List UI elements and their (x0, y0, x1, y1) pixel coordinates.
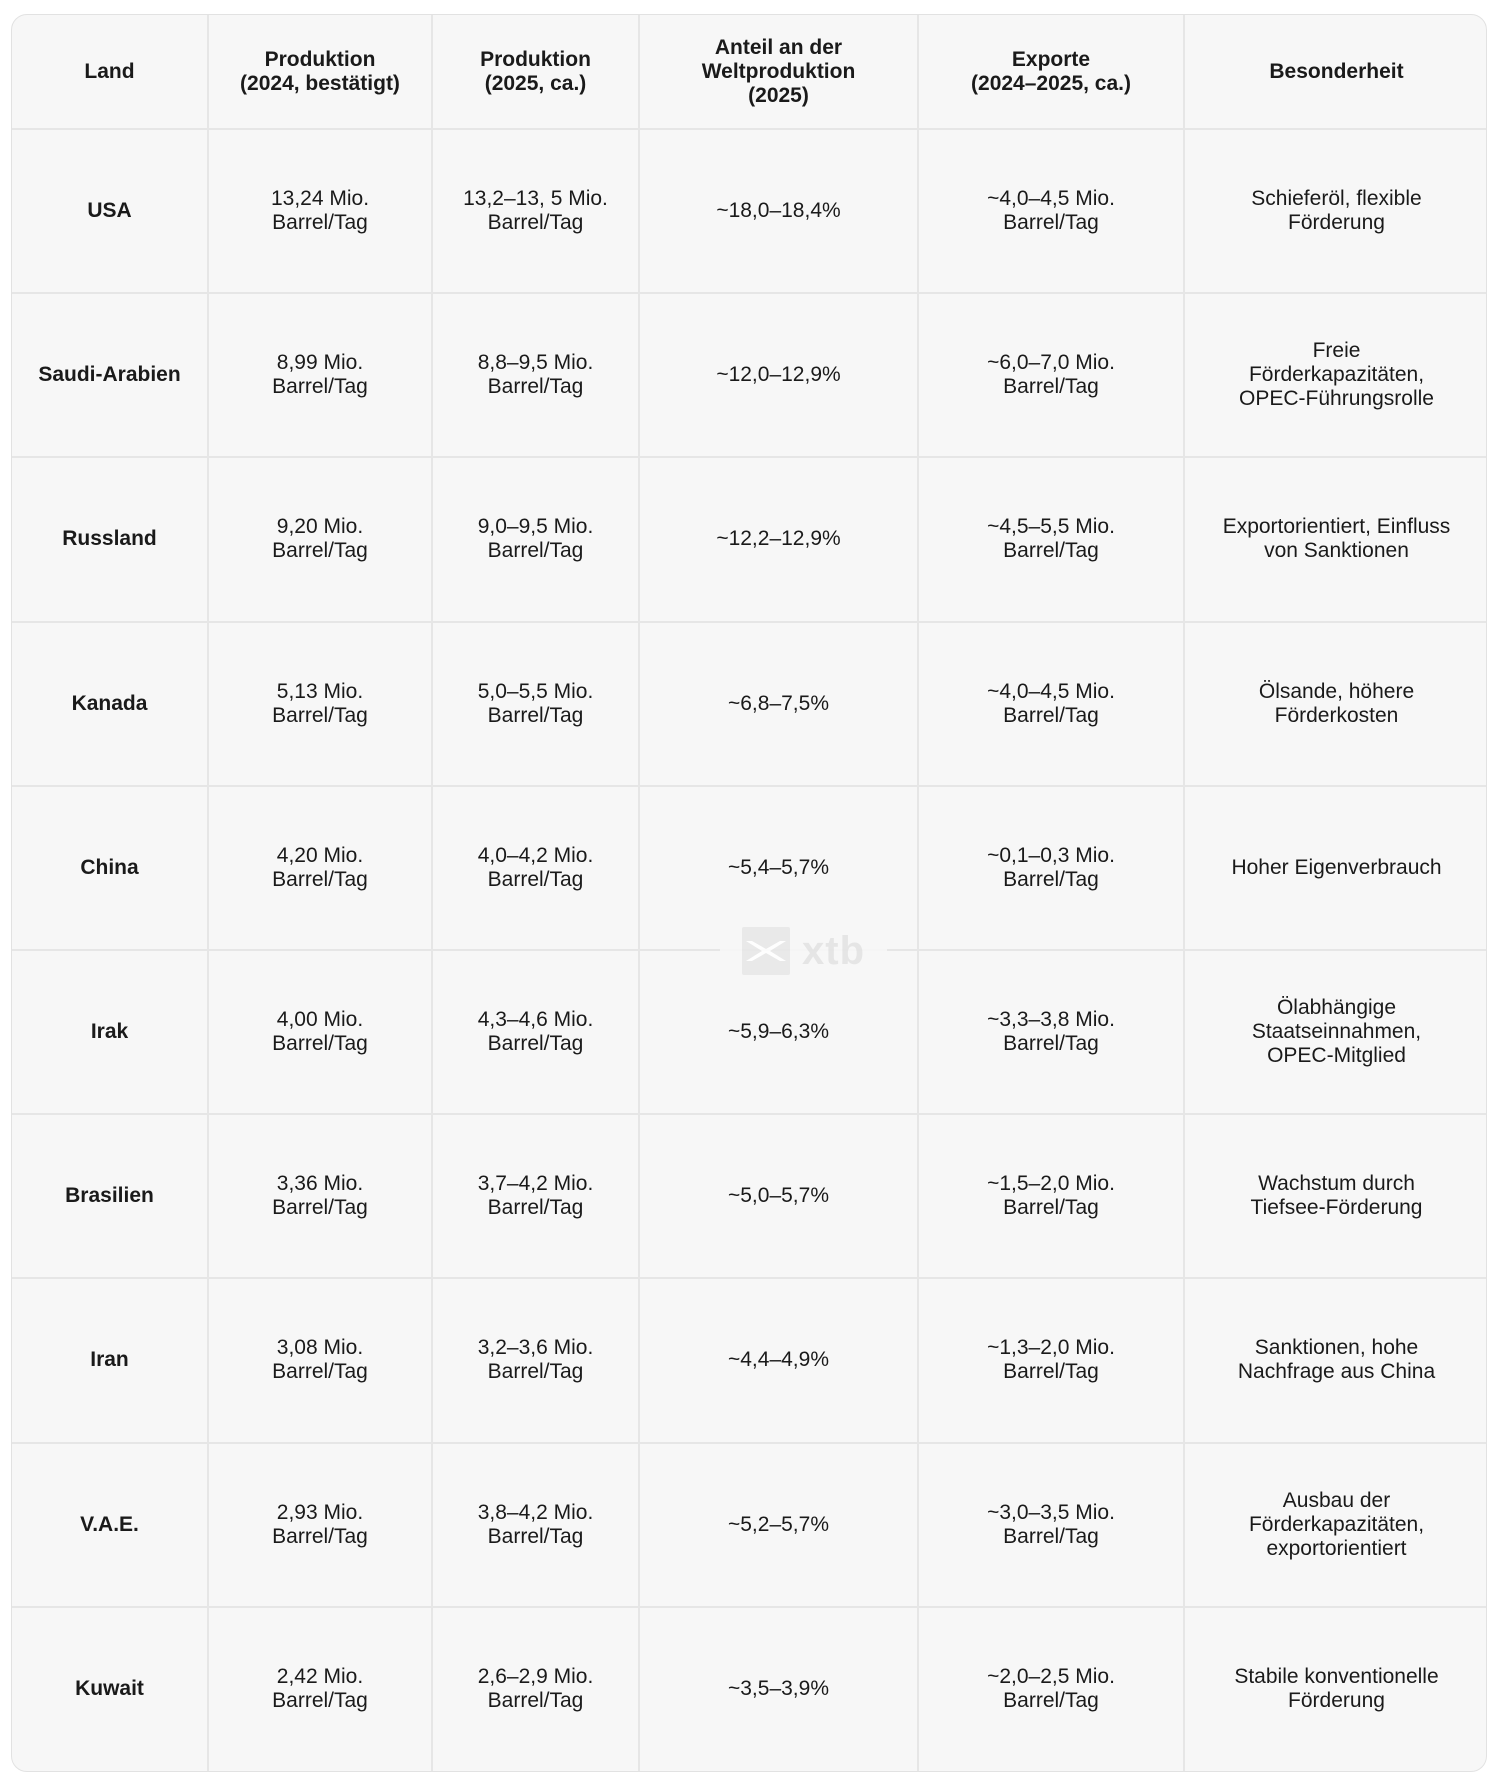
header-land: Land (12, 15, 208, 129)
table-row (12, 129, 1487, 293)
cell-exporte: ~1,3–2,0 Mio. Barrel/Tag (918, 1278, 1184, 1442)
cell-besonderheit: Wachstum durch Tiefsee-Förderung (1184, 1114, 1487, 1278)
cell-exporte: ~3,3–3,8 Mio. Barrel/Tag (918, 950, 1184, 1114)
cell-country: USA (12, 129, 208, 293)
header-produktion-2024: Produktion (2024, bestätigt) (208, 15, 432, 129)
cell-anteil: ~5,2–5,7% (639, 1443, 918, 1607)
cell-exporte: ~3,0–3,5 Mio. Barrel/Tag (918, 1443, 1184, 1607)
cell-besonderheit: Ölabhängige Staatseinnahmen, OPEC-Mitglied (1184, 950, 1487, 1114)
cell-anteil: ~12,2–12,9% (639, 457, 918, 621)
cell-country: Brasilien (12, 1114, 208, 1278)
cell-produktion-2025: 3,8–4,2 Mio. Barrel/Tag (432, 1443, 639, 1607)
cell-besonderheit: Exportorientiert, Einfluss von Sanktionen (1184, 457, 1487, 621)
cell-exporte: ~1,5–2,0 Mio. Barrel/Tag (918, 1114, 1184, 1278)
cell-produktion-2024: 5,13 Mio. Barrel/Tag (208, 622, 432, 786)
cell-country: Iran (12, 1278, 208, 1442)
cell-produktion-2024: 2,42 Mio. Barrel/Tag (208, 1607, 432, 1771)
cell-produktion-2024: 4,00 Mio. Barrel/Tag (208, 950, 432, 1114)
cell-produktion-2024: 3,36 Mio. Barrel/Tag (208, 1114, 432, 1278)
cell-produktion-2025: 2,6–2,9 Mio. Barrel/Tag (432, 1607, 639, 1771)
cell-exporte: ~2,0–2,5 Mio. Barrel/Tag (918, 1607, 1184, 1771)
cell-produktion-2024: 2,93 Mio. Barrel/Tag (208, 1443, 432, 1607)
header-anteil-weltproduktion: Anteil an der Weltproduktion (2025) (639, 15, 918, 129)
cell-anteil: ~4,4–4,9% (639, 1278, 918, 1442)
cell-country: Saudi-Arabien (12, 293, 208, 457)
cell-produktion-2025: 3,7–4,2 Mio. Barrel/Tag (432, 1114, 639, 1278)
cell-produktion-2025: 5,0–5,5 Mio. Barrel/Tag (432, 622, 639, 786)
cell-produktion-2025: 3,2–3,6 Mio. Barrel/Tag (432, 1278, 639, 1442)
cell-anteil: ~18,0–18,4% (639, 129, 918, 293)
cell-exporte: ~4,5–5,5 Mio. Barrel/Tag (918, 457, 1184, 621)
cell-exporte: ~6,0–7,0 Mio. Barrel/Tag (918, 293, 1184, 457)
cell-besonderheit: Ölsande, höhere Förderkosten (1184, 622, 1487, 786)
oil-production-table (12, 15, 1487, 1771)
cell-produktion-2025: 8,8–9,5 Mio. Barrel/Tag (432, 293, 639, 457)
cell-produktion-2025: 9,0–9,5 Mio. Barrel/Tag (432, 457, 639, 621)
table-row (12, 622, 1487, 786)
xtb-watermark (720, 925, 887, 977)
table-row (12, 1114, 1487, 1278)
cell-produktion-2024: 3,08 Mio. Barrel/Tag (208, 1278, 432, 1442)
table-row (12, 457, 1487, 621)
cell-country: China (12, 786, 208, 950)
xtb-logo-icon (742, 927, 790, 975)
cell-besonderheit: Ausbau der Förderkapazitäten, exportorientiert (1184, 1443, 1487, 1607)
cell-produktion-2024: 4,20 Mio. Barrel/Tag (208, 786, 432, 950)
header-exporte: Exporte (2024–2025, ca.) (918, 15, 1184, 129)
cell-produktion-2025: 13,2–13, 5 Mio. Barrel/Tag (432, 129, 639, 293)
table-row (12, 1278, 1487, 1442)
cell-produktion-2024: 9,20 Mio. Barrel/Tag (208, 457, 432, 621)
header-produktion-2025: Produktion (2025, ca.) (432, 15, 639, 129)
cell-anteil: ~12,0–12,9% (639, 293, 918, 457)
cell-country: Russland (12, 457, 208, 621)
cell-produktion-2025: 4,0–4,2 Mio. Barrel/Tag (432, 786, 639, 950)
table-row (12, 1443, 1487, 1607)
table-row (12, 293, 1487, 457)
cell-besonderheit: Sanktionen, hohe Nachfrage aus China (1184, 1278, 1487, 1442)
cell-exporte: ~4,0–4,5 Mio. Barrel/Tag (918, 129, 1184, 293)
cell-besonderheit: Hoher Eigenverbrauch (1184, 786, 1487, 950)
cell-produktion-2024: 13,24 Mio. Barrel/Tag (208, 129, 432, 293)
cell-anteil: ~5,0–5,7% (639, 1114, 918, 1278)
cell-produktion-2025: 4,3–4,6 Mio. Barrel/Tag (432, 950, 639, 1114)
header-besonderheit: Besonderheit (1184, 15, 1487, 129)
cell-anteil: ~5,9–6,3% (639, 950, 918, 1114)
cell-produktion-2024: 8,99 Mio. Barrel/Tag (208, 293, 432, 457)
oil-production-table-card (11, 14, 1487, 1772)
cell-exporte: ~0,1–0,3 Mio. Barrel/Tag (918, 786, 1184, 950)
cell-country: Irak (12, 950, 208, 1114)
watermark-text: xtb (802, 928, 865, 973)
cell-anteil: ~5,4–5,7% (639, 786, 918, 950)
cell-exporte: ~4,0–4,5 Mio. Barrel/Tag (918, 622, 1184, 786)
cell-country: V.A.E. (12, 1443, 208, 1607)
cell-country: Kanada (12, 622, 208, 786)
cell-anteil: ~6,8–7,5% (639, 622, 918, 786)
cell-anteil: ~3,5–3,9% (639, 1607, 918, 1771)
table-row (12, 1607, 1487, 1771)
cell-besonderheit: Schieferöl, flexible Förderung (1184, 129, 1487, 293)
table-header-row (12, 15, 1487, 129)
cell-besonderheit: Freie Förderkapazitäten, OPEC-Führungsrolle (1184, 293, 1487, 457)
cell-country: Kuwait (12, 1607, 208, 1771)
cell-besonderheit: Stabile konventionelle Förderung (1234, 1665, 1439, 1713)
